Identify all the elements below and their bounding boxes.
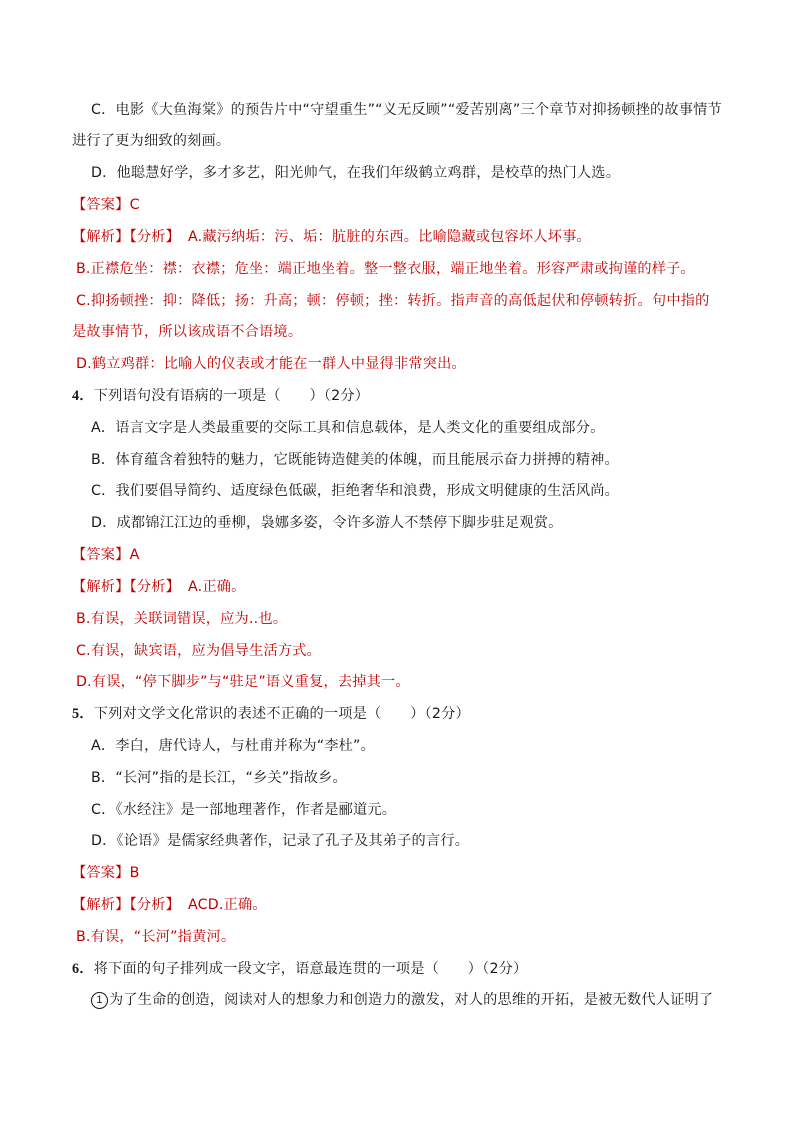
answer-label: 【答案】 [72,865,130,881]
q3-analysis-c-line2: 是故事情节，所以该成语不合语境。 [72,324,303,340]
q4-stem [72,386,369,406]
q3-option-c-line2: 进行了更为细致的刻画。 [72,133,231,149]
q5-analysis-acd [72,895,267,915]
q3-analysis-c-line1: C.抑扬顿挫：抑：降低；扬：升高；顿：停顿；挫：转折。指声音的高低起伏和停顿转折。句中指的 [76,293,710,309]
q3-analysis-d: D.鹤立鸡群：比喻人的仪表或才能在一群人中显得非常突出。 [76,356,466,372]
q4-analysis-b: B.有误，关联词错误，应为..也。 [76,611,288,627]
answer-label: 【答案】 [72,547,130,563]
analysis-text: A.藏污纳垢：污、垢：肮脏的东西。比喻隐藏或包容坏人坏事。 [188,229,591,245]
q5-option-b: B．“长河”指的是长江，“乡关”指故乡。 [91,770,347,786]
question-stem: 将下面的句子排列成一段文字，语意最连贯的一项是（ ）（2分） [93,961,528,977]
q5-analysis-b: B.有误，“长河”指黄河。 [76,929,236,945]
question-stem: 下列对文学文化常识的表述不正确的一项是（ ）（2分） [93,706,470,722]
q4-analysis-d: D.有误，“停下脚步”与“驻足”语义重复，去掉其一。 [76,674,410,690]
q3-option-c-line1: C．电影《大鱼海棠》的预告片中“守望重生”“义无反顾”“爱苦别离”三个章节对抑扬顿挫的故事情节 [91,102,722,118]
q5-stem [72,704,470,724]
q4-option-c: C．我们要倡导简约、适度绿色低碳，拒绝奢华和浪费，形成文明健康的生活风尚。 [91,483,620,499]
q4-option-d: D．成都锦江江边的垂柳，袅娜多姿，令许多游人不禁停下脚步驻足观赏。 [91,515,563,531]
q3-analysis-b: B.正襟危坐：襟：衣襟；危坐：端正地坐着。整一整衣服，端正地坐着。形容严肃或拘谨的样子。 [76,261,695,277]
q6-sentence-1 [91,990,713,1010]
answer-value: C [129,197,140,213]
answer-value: B [129,865,140,881]
q4-analysis-c: C.有误，缺宾语，应为倡导生活方式。 [76,643,322,659]
q4-option-b: B．体育蕴含着独特的魅力，它既能铸造健美的体魄，而且能展示奋力拼搏的精神。 [91,452,619,468]
analysis-text: A.正确。 [188,579,246,595]
question-number: 4． [72,388,94,404]
analysis-label: 【解析】【分析】 [72,229,181,245]
sentence-text: 为了生命的创造，阅读对人的想象力和创造力的激发，对人的思维的开拓，是被无数代人证明了 [109,992,714,1008]
q5-option-c: C．《水经注》是一部地理著作，作者是郦道元。 [91,802,397,818]
q5-option-d: D．《论语》是儒家经典著作，记录了孔子及其弟子的言行。 [91,833,470,849]
q3-analysis-a [72,227,591,247]
q6-stem [72,959,527,979]
q4-analysis-a [72,577,246,597]
q3-option-d: D．他聪慧好学，多才多艺，阳光帅气，在我们年级鹤立鸡群，是校草的热门人选。 [91,165,621,181]
q5-answer [72,863,140,883]
analysis-label: 【解析】【分析】 [72,579,181,595]
q3-answer [72,195,140,215]
analysis-label: 【解析】【分析】 [72,897,181,913]
question-stem: 下列语句没有语病的一项是（ ）（2分） [93,388,370,404]
q4-option-a: A．语言文字是人类最重要的交际工具和信息载体，是人类文化的重要组成部分。 [91,420,605,436]
circled-number-icon: 1 [91,992,108,1009]
q4-answer [72,545,139,565]
q5-option-a: A．李白，唐代诗人，与杜甫并称为“李杜”。 [91,738,375,754]
answer-value: A [129,547,140,563]
analysis-text: ACD.正确。 [188,897,267,913]
question-number: 5． [72,706,94,722]
question-number: 6． [72,961,94,977]
answer-label: 【答案】 [72,197,130,213]
